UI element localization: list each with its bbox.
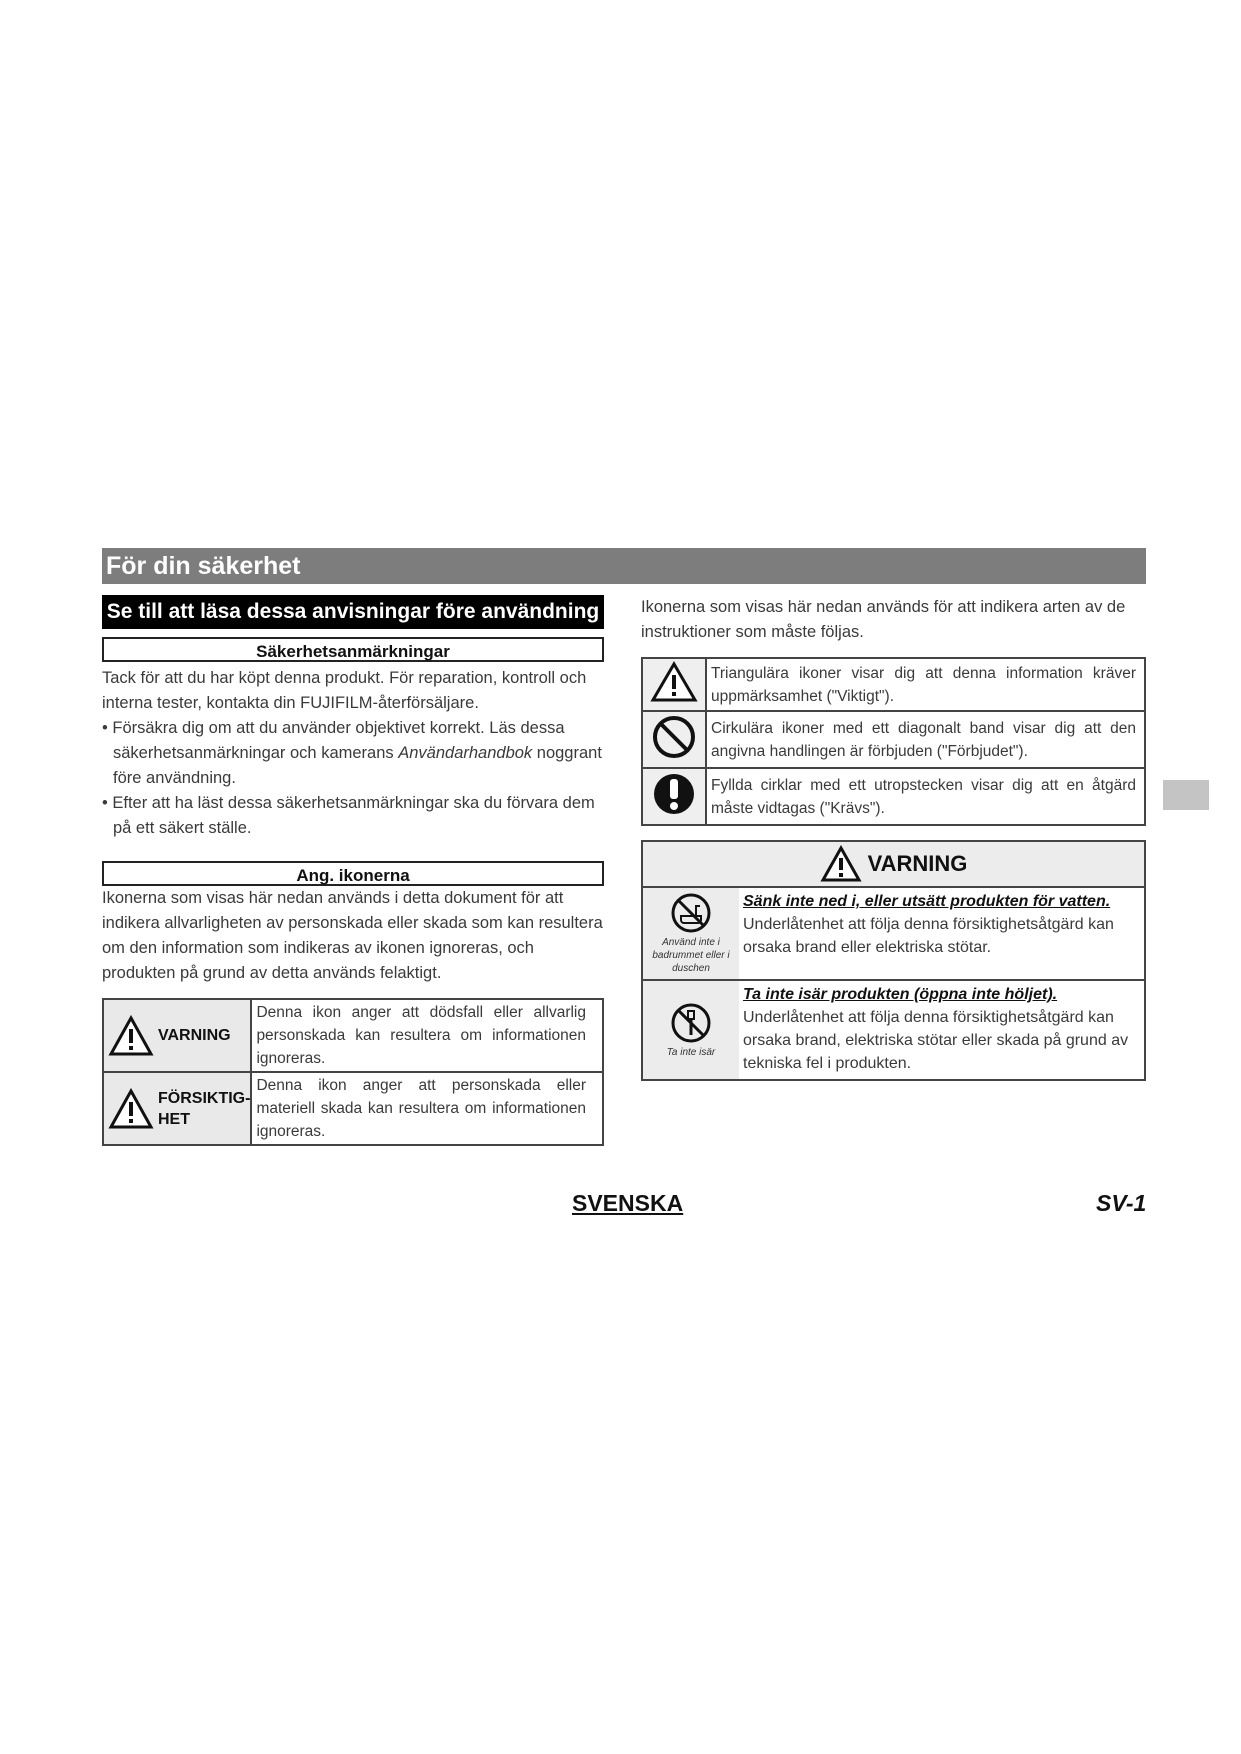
legend-row-warning xyxy=(103,999,603,1072)
right-column xyxy=(641,595,1146,1081)
icons-heading: Ang. ikonerna xyxy=(102,861,604,886)
bullet-item xyxy=(102,716,604,791)
warning-lead: Sänk inte ned i, eller utsätt produkten för vatten. xyxy=(743,893,1111,910)
hazard-legend-table xyxy=(102,998,604,1146)
warning-item xyxy=(643,979,1144,1079)
no-bathroom-icon xyxy=(670,892,712,934)
symbol-row xyxy=(642,658,1145,711)
legend-label: FÖRSIKTIG- HET xyxy=(158,1089,251,1128)
warning-item xyxy=(643,888,1144,979)
warning-box xyxy=(641,840,1146,1081)
bullet-text: noggrant före användning. xyxy=(113,744,602,787)
legend-row-caution xyxy=(103,1072,603,1145)
legend-description: Denna ikon anger att dödsfall eller allvarlig personskada kan resultera om informationen ignoreras. xyxy=(251,999,603,1072)
icons-intro-paragraph: Ikonerna som visas här nedan används i detta dokument för att indikera allvarligheten av personskada eller skada som kan resultera om den information som indikeras av ikonen ignoreras, och produkten på grund av detta används felaktigt. xyxy=(102,889,603,982)
warning-title: VARNING xyxy=(867,851,968,876)
warning-box-header xyxy=(643,842,1144,888)
symbol-row xyxy=(642,768,1145,825)
icon-caption: Använd inte i badrummet eller i duschen xyxy=(652,937,730,974)
warning-description: Underlåtenhet att följa denna försiktighetsåtgärd kan orsaka brand, elektriska stötar eller skada på grund av tekniska fel i produkten. xyxy=(743,1009,1129,1072)
read-before-use-banner: Se till att läsa dessa anvisningar före användning xyxy=(102,595,604,629)
page-title: För din säkerhet xyxy=(102,548,1146,584)
prohibition-circle-icon xyxy=(651,714,697,760)
warning-triangle-icon xyxy=(108,1015,154,1057)
filled-circle-exclamation-icon xyxy=(651,771,697,817)
legend-description: Denna ikon anger att personskada eller materiell skada kan resultera om informationen ignoreras. xyxy=(251,1072,603,1145)
warning-triangle-icon xyxy=(820,845,862,883)
symbol-description: Cirkulära ikoner med ett diagonalt band visar dig att den angivna handlingen är förbjuden ("Förbjudet"). xyxy=(706,711,1145,768)
symbol-description: Fyllda cirklar med ett utropstecken visar dig att en åtgärd måste vidtagas ("Krävs"). xyxy=(706,768,1145,825)
symbol-row xyxy=(642,711,1145,768)
symbol-description: Triangulära ikoner visar dig att denna information kräver uppmärksamhet ("Viktigt"). xyxy=(706,658,1145,711)
symbols-intro-paragraph: Ikonerna som visas här nedan används för att indikera arten av de instruktioner som måste följas. xyxy=(641,598,1126,641)
bullet-text: • Försäkra dig om att du använder objektivet korrekt. Läs dessa säkerhetsanmärkningar och kamerans xyxy=(102,719,565,762)
triangle-exclamation-icon xyxy=(650,661,698,703)
icon-caption: Ta inte isär xyxy=(666,1046,716,1058)
warning-lead: Ta inte isär produkten (öppna inte höljet). xyxy=(743,986,1058,1003)
no-disassembly-icon xyxy=(670,1002,712,1044)
safety-notes-heading: Säkerhetsanmärkningar xyxy=(102,637,604,662)
intro-paragraph: Tack för att du har köpt denna produkt. För reparation, kontroll och interna tester, kontakta din FUJIFILM-återförsäljare. xyxy=(102,669,587,712)
left-column xyxy=(102,595,604,1146)
section-tab-marker xyxy=(1163,780,1209,810)
bullet-item: • Efter att ha läst dessa säkerhetsanmärkningar ska du förvara dem på ett säkert ställe. xyxy=(102,794,595,837)
page-number: SV-1 xyxy=(1096,1190,1147,1216)
caution-triangle-icon xyxy=(108,1088,154,1130)
warning-description: Underlåtenhet att följa denna försiktighetsåtgärd kan orsaka brand eller elektriska stötar. xyxy=(743,916,1114,956)
footer-language: SVENSKA xyxy=(572,1190,684,1216)
symbol-meaning-table xyxy=(641,657,1146,826)
legend-label: VARNING xyxy=(158,1027,231,1044)
manual-title: Användarhandbok xyxy=(398,744,533,762)
